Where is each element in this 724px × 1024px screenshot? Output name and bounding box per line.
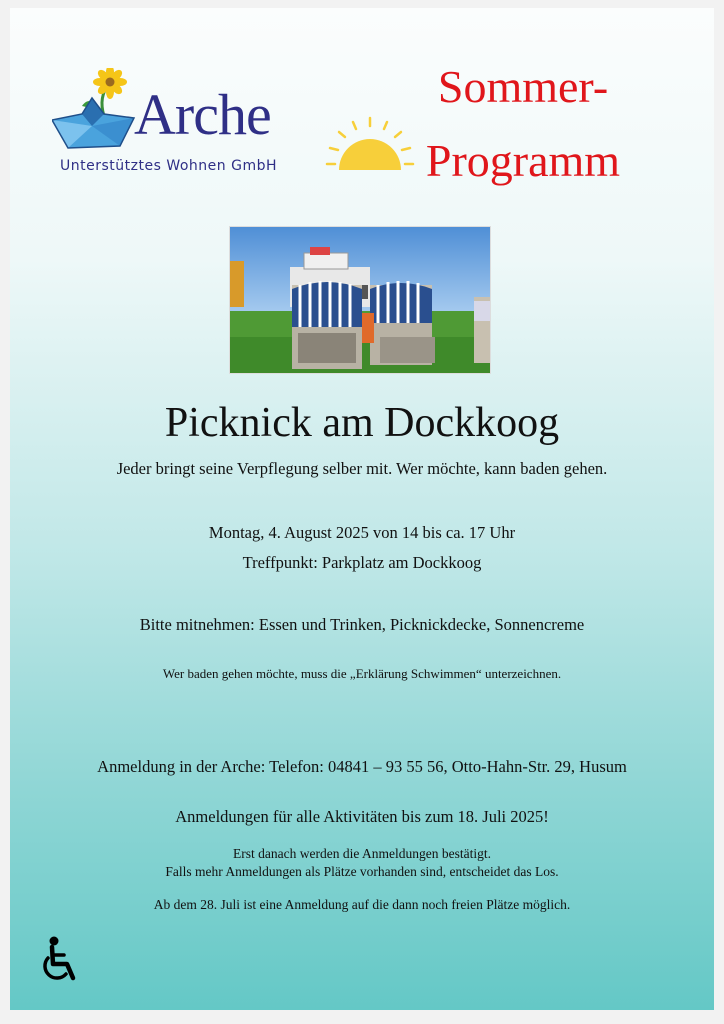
event-heading: Picknick am Dockkoog xyxy=(164,400,560,446)
wheelchair-icon xyxy=(40,936,80,986)
registration-contact: Anmeldung in der Arche: Telefon: 04841 – 93 55 56, Otto-Hahn-Str. 29, Husum xyxy=(97,757,627,776)
logo-name: Arche xyxy=(134,82,271,147)
beach-chairs-photo xyxy=(229,226,491,374)
bring-list: Bitte mitnehmen: Essen und Trinken, Picknickdecke, Sonnencreme xyxy=(139,615,585,634)
logo-subtitle: Unterstütztes Wohnen GmbH xyxy=(60,158,277,174)
registration-lottery: Falls mehr Anmeldungen als Plätze vorhanden sind, entscheidet das Los. xyxy=(165,864,559,879)
flyer-page xyxy=(10,8,714,1010)
event-intro: Jeder bringt seine Verpflegung selber mit. Wer möchte, kann baden gehen. xyxy=(116,459,608,478)
meeting-point: Treffpunkt: Parkplatz am Dockkoog xyxy=(242,553,482,572)
registration-confirm: Erst danach werden die Anmeldungen bestätigt. xyxy=(233,846,491,861)
event-date: Montag, 4. August 2025 von 14 bis ca. 17 Uhr xyxy=(208,523,516,542)
boat-flower-logo-icon xyxy=(52,68,142,158)
program-title-line2: Programm xyxy=(425,135,621,186)
arche-logo xyxy=(52,68,312,183)
registration-deadline: Anmeldungen für alle Aktivitäten bis zum 18. Juli 2025! xyxy=(175,807,549,826)
swim-note: Wer baden gehen möchte, muss die „Erklärung Schwimmen“ unterzeichnen. xyxy=(162,666,562,681)
program-title-line1: Sommer- xyxy=(437,61,609,112)
registration-after: Ab dem 28. Juli ist eine Anmeldung auf die dann noch freien Plätze möglich. xyxy=(153,897,571,912)
sun-icon xyxy=(325,116,415,176)
